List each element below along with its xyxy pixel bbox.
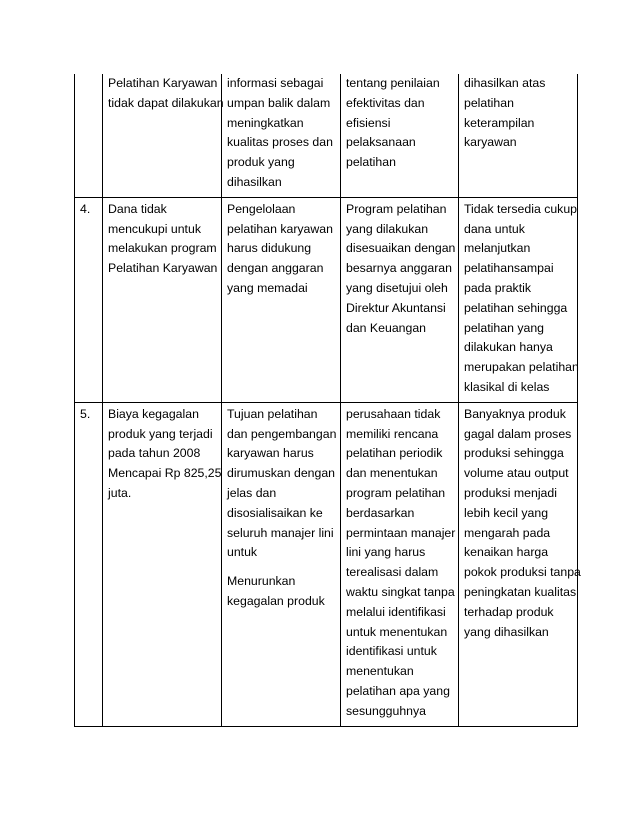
- cell-text-line: Biaya kegagalan: [108, 406, 199, 421]
- cell-text-line: melalui identifikasi: [346, 604, 446, 619]
- cell-text-line: menentukan: [346, 664, 414, 679]
- cell-text-line: informasi sebagai: [227, 76, 324, 90]
- cell-text-line: Pelatihan Karyawan: [108, 261, 218, 276]
- cell-text-line: besarnya anggaran: [346, 261, 452, 276]
- cell-text-line: perusahaan tidak: [346, 406, 441, 421]
- cell-text-line: disesuaikan dengan: [346, 241, 456, 256]
- table-body: [75, 74, 581, 726]
- cell-text-line: kenaikan harga: [464, 545, 549, 560]
- solution-cell: [222, 197, 341, 402]
- impact-cell: [459, 402, 581, 726]
- cell-text-line: dirumuskan dengan: [227, 466, 336, 481]
- cell-text-line: produk yang: [227, 155, 295, 170]
- cell-text-line: identifikasi untuk: [346, 644, 437, 659]
- cell-text-line: mengarah pada: [464, 525, 551, 540]
- cell-text-line: memiliki rencana: [346, 426, 439, 441]
- cell-text-line: permintaan manajer: [346, 525, 456, 540]
- cell-text-line: kegagalan produk: [227, 593, 325, 608]
- impact-cell: [459, 74, 578, 197]
- cell-text-line: pelatihan yang: [464, 320, 544, 335]
- cell-text-line: peningkatan kualitas: [464, 584, 577, 599]
- cell-text-line: tidak dapat dilakukan: [108, 95, 224, 110]
- cell-text-line: keterampilan: [464, 115, 535, 130]
- cell-text-line: pelatihan apa yang: [346, 683, 450, 698]
- cell-text-line: sesungguhnya: [346, 703, 426, 718]
- cell-text-line: terhadap produk: [464, 604, 554, 619]
- row-number-cell: [75, 402, 103, 726]
- cell-text-line: pokok produksi tanpa: [464, 565, 581, 580]
- solution-cell: [222, 74, 341, 197]
- cell-text-line: yang dihasilkan: [464, 624, 549, 639]
- cell-text-line: mencukupi untuk: [108, 221, 201, 236]
- cell-text-line: berdasarkan: [346, 505, 415, 520]
- cell-text-line: kualitas proses dan: [227, 135, 333, 150]
- cell-text-line: karyawan: [464, 135, 517, 150]
- issues-table: [74, 74, 581, 727]
- problem-cell: [103, 74, 222, 197]
- cell-text-line: efisiensi: [346, 115, 391, 130]
- cell-text-line: Dana tidak: [108, 201, 167, 216]
- cell-text-line: yang disetujui oleh: [346, 280, 448, 295]
- cell-text-line: Menurunkan: [227, 574, 296, 589]
- cell-text-line: pelatihansampai: [464, 261, 554, 276]
- problem-cell: [103, 402, 222, 726]
- cell-text-line: pelatihan: [464, 95, 514, 110]
- table-row: [75, 402, 578, 726]
- table-row: [75, 197, 578, 402]
- cell-text-line: merupakan pelatihan: [464, 360, 579, 375]
- cell-text-line: gagal dalam proses: [464, 426, 572, 441]
- cell-text-line: dana untuk: [464, 221, 525, 236]
- cell-text-line: produksi menjadi: [464, 485, 557, 500]
- cell-text-line: lebih kecil yang: [464, 505, 549, 520]
- cell-text-line: yang dilakukan: [346, 221, 429, 236]
- cell-text-line: pada praktik: [464, 280, 531, 295]
- problem-cell: [103, 197, 222, 402]
- cell-text-line: klasikal di kelas: [464, 379, 550, 394]
- cell-text-line: juta.: [108, 485, 132, 500]
- cell-text-line: Banyaknya produk: [464, 406, 566, 421]
- cell-text-line: Direktur Akuntansi: [346, 300, 446, 315]
- row-number: 5.: [80, 406, 91, 421]
- cell-text-line: lini yang harus: [346, 545, 426, 560]
- cell-text-line: tentang penilaian: [346, 76, 440, 90]
- cell-text-line: waktu singkat tanpa: [346, 584, 455, 599]
- cell-text-line: melanjutkan: [464, 241, 531, 256]
- cell-text-line: volume atau output: [464, 466, 569, 481]
- cell-text-line: program pelatihan: [346, 485, 446, 500]
- cell-text-line: melakukan program: [108, 241, 217, 256]
- cell-text-line: pelatihan: [346, 155, 396, 170]
- row-number-cell: [75, 74, 103, 197]
- cell-text-line: Pengelolaan: [227, 201, 296, 216]
- cell-text-line: dan pengembangan: [227, 426, 337, 441]
- cell-text-line: jelas dan: [227, 485, 277, 500]
- cell-text-line: Mencapai Rp 825,25: [108, 466, 222, 481]
- cell-text-line: produk yang terjadi: [108, 426, 213, 441]
- row-number: 4.: [80, 201, 91, 216]
- cell-text-line: harus didukung: [227, 241, 312, 256]
- cell-text-line: umpan balik dalam: [227, 95, 331, 110]
- cell-text-line: Pelatihan Karyawan: [108, 76, 218, 90]
- cell-text-line: pelatihan karyawan: [227, 221, 333, 236]
- cell-text-line: Program pelatihan: [346, 201, 447, 216]
- cell-text-line: dengan anggaran: [227, 261, 324, 276]
- table-row: [75, 74, 578, 197]
- cell-text-line: pada tahun 2008: [108, 446, 201, 461]
- cell-text-line: karyawan harus: [227, 446, 314, 461]
- impact-cell: [459, 197, 578, 402]
- cell-text-line: seluruh manajer lini: [227, 525, 334, 540]
- cell-text-line: pelatihan sehingga: [464, 300, 568, 315]
- cause-cell: [341, 197, 459, 402]
- cause-cell: [341, 402, 459, 726]
- cell-text-line: untuk menentukan: [346, 624, 448, 639]
- cell-text-line: pelatihan periodik: [346, 446, 443, 461]
- cell-text-line: disosialisaikan ke: [227, 505, 323, 520]
- solution-cell: [222, 402, 341, 726]
- cause-cell: [341, 74, 459, 197]
- cell-text-line: dilakukan hanya: [464, 340, 553, 355]
- cell-text-line: efektivitas dan: [346, 95, 425, 110]
- cell-text-line: terealisasi dalam: [346, 565, 439, 580]
- cell-text-line: meningkatkan: [227, 115, 304, 130]
- cell-text-line: Tidak tersedia cukup: [464, 201, 578, 216]
- paragraph-gap: [227, 563, 335, 572]
- cell-text-line: yang memadai: [227, 280, 308, 295]
- cell-text-line: produksi sehingga: [464, 446, 564, 461]
- cell-text-line: pelaksanaan: [346, 135, 416, 150]
- row-number-cell: [75, 197, 103, 402]
- cell-text-line: untuk: [227, 545, 258, 560]
- cell-text-line: Tujuan pelatihan: [227, 406, 318, 421]
- cell-text-line: dihasilkan: [227, 174, 282, 189]
- cell-text-line: dan Keuangan: [346, 320, 427, 335]
- cell-text-line: dihasilkan atas: [464, 76, 546, 90]
- cell-text-line: dan menentukan: [346, 466, 438, 481]
